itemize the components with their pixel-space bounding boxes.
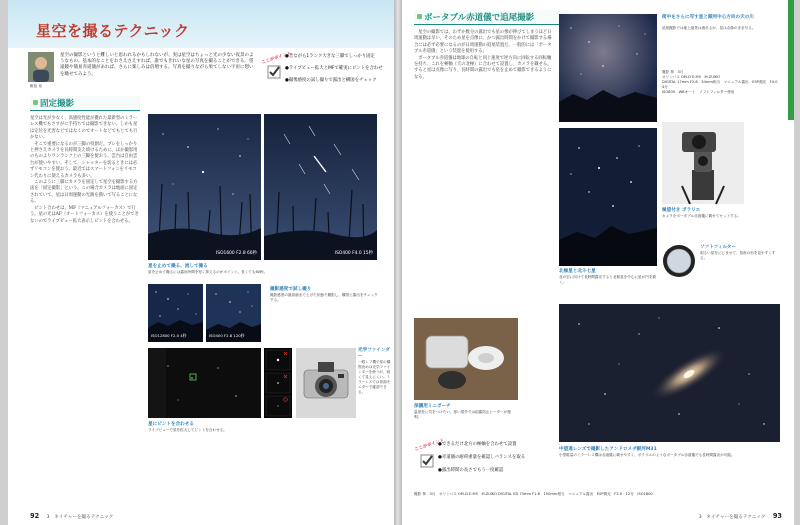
finder-title: 光学ファインダー: [358, 348, 390, 359]
north-caption-text: 北の空に向けて長時間露光すると北極星を中心に星が円を描く。: [559, 275, 657, 284]
north-caption-title: 北極星と北斗七星: [559, 269, 596, 274]
pouch-caption-title: 保護用ミニポーチ: [414, 404, 451, 409]
photo-galaxy-center: [559, 14, 657, 122]
footer-left: [30, 512, 113, 520]
footer-right: [699, 512, 782, 520]
photo-pouch: [414, 318, 518, 400]
author-name: 飯島 裕: [30, 84, 42, 88]
photo-iso12800: [148, 284, 203, 342]
checkpoint-right-item-3: ●露出時間の長さでもう一度確認: [438, 468, 504, 473]
body-text-left: 星空は光が少なく、高感度性能が優れた最新型のミラーレス機でもさすがに手持ちでは撮影できない。しかも星は定位を光害などではなくのでオートなどでもとても行かない。 そこで重要になるのが三脚の役割だ。ブレをしっかりと押さえカメラを長時間支え続けるために、ほか撮影用のものよりワンランク上の三脚を使おう。雲台は自由雲台が使いやすい。そして、シャッターを切るときには必ずリモコンを使おう。最近ではスマートフォンをリモコン代わりに使えるカメラも多い。 このように三脚にカメラを固定して星空を撮影する方法を「固定撮影」という。この場合カメラは地面に固定されていて、星は日周運動の光跡を描いて写ることになる。 ピント合わせは、MF（マニュアルフォーカス）で行う。星の光はAF（オートフォーカス）を使うことができないのでライブビュー拡大表示しピントを合わせる。: [30, 116, 139, 224]
filter-caption-title: ソフトフィルター: [700, 245, 737, 250]
check-icon-right: [420, 454, 434, 468]
photo-north-star: [559, 128, 657, 266]
caption-2-text: 撮影感度の最高値まで上げた状態で撮影し、構図と露出をチェックする。: [270, 293, 378, 302]
photo-star-trails-trees: [148, 114, 261, 260]
galaxy-caption-title: 中望遠レンズで撮影したアンドロメダ銀河M31: [559, 447, 657, 452]
section-heading-fixed: 固定撮影: [30, 96, 140, 109]
heading-rule: [30, 110, 140, 111]
checkpoint-box: [261, 53, 385, 91]
photo-focus-zoom-strip: [264, 348, 292, 418]
checkpoint-item-1: ●昔ながら1ランク大きな三脚でしっかり固定: [285, 54, 375, 59]
photo-3-exposure: ISO12800 F2.0 4秒: [151, 333, 187, 338]
photo-camera: [296, 348, 356, 418]
heading-marker-icon: [33, 100, 38, 105]
equipment-caption-title: 極望付き ポラリエ: [662, 208, 701, 213]
caption-1-text: 星を止めて撮るには露出時間を短く抑えるのがポイント。長くても60秒。: [148, 270, 268, 274]
galaxy-caption-exposure: 撮影 柿 3月 オリンパス OM-D E-M5 M.ZUIKO DIGITAL ED 75mm F1.8 150mm相当 マニュアル露出 ESP測光 F2.0 12分 ISO1600: [414, 492, 653, 496]
photo-4-exposure: ISO400 F2.8 120秒: [209, 333, 245, 338]
caption-3-title: 星にピントを合わせる: [148, 422, 194, 427]
checkpoint-right-item-2: ●赤道儀の耐荷重量を確認しバランスを取る: [438, 455, 526, 460]
lower-body-text: [264, 424, 356, 504]
top-caption-exposure: 撮影 柿 3月 オリンパス OM-D E-M5 M.ZUIKO DIGITAL 17mm F2.8 34mm相当 マニュアル露出 ESP測光 F4.0 4分 ISO800 WBオート ソフトフィルター使用: [662, 70, 778, 94]
edge-tab: [788, 0, 794, 120]
top-caption-title: 街中をさらに写す星と銀河中心方向の天の川: [662, 15, 754, 20]
heading-rule-right: [414, 24, 569, 25]
photo-1-exposure: ISO1600 F2.8 60秒: [216, 251, 257, 256]
gutter: [394, 0, 402, 525]
caption-3-text: ライブビューで星を拡大してピントを合わせる。: [148, 428, 227, 432]
finder-sidebar: [358, 348, 392, 443]
author-photo: [28, 52, 54, 82]
footer-section-right: 3 ネイチャーを撮るテクニック: [698, 515, 766, 520]
equipment-caption-text: カメラをポータブル赤道儀に載せてセットする。: [662, 214, 741, 218]
photo-andromeda: [559, 304, 780, 442]
finder-text: 一眼レフ機で星の構図決めは光学ファインダーを使うが、暗くて見えにくい。ミラーレスでは背面モニターで確認できる。: [358, 360, 391, 394]
section-heading-tracking: ポータブル赤道儀で追尾撮影: [414, 10, 569, 23]
checkpoint-item-3: ●撮像感度の試し撮りで露出と構図をチェック: [285, 78, 377, 83]
photo-focus-check: [148, 348, 261, 418]
check-icon: [267, 65, 281, 79]
page-number-left: 92: [30, 512, 40, 520]
lead-text: 星空の撮影というと難しいと思われるかもしれないが、実は星空はちょっと光の少ない夜景のようなもの。基本的なことをおさえさえすれば、誰でもきれいな星の写真を撮ることができる。望遠鏡や簡易赤道儀があれば、さらに楽しみは倍増する。写真を撮りながら果てしない宇宙に想いを馳せてみよう。: [60, 53, 254, 77]
pouch-caption-text: 温度差に気をつけたい。寒い屋外では結露防止ヒーターが便利。: [414, 410, 511, 419]
right-page: [402, 0, 794, 525]
top-caption-text: 追尾撮影では地上風景は流れるが、星は点像のまま写る。: [662, 26, 756, 30]
caption-1-title: 星を止めて撮る、流して撮る: [148, 264, 208, 269]
photo-equipment: [662, 122, 744, 204]
footer-section-left: 3 ネイチャーを撮るテクニック: [46, 515, 114, 520]
filter-caption-text: 明るい星をにじませて、星座の形を見やすくする。: [700, 251, 776, 260]
galaxy-caption-text: 小型軽量のミラーレス機は赤道儀に載せやすく、ポラリエのようなポータブル赤道儀でも長時間露出が可能。: [559, 453, 735, 457]
photo-iso400: [206, 284, 261, 342]
photo-star-trails-streaks: [264, 114, 377, 260]
page-title: 星空を撮るテクニック: [36, 22, 190, 40]
checkpoint-label: ここがポイント: [261, 51, 292, 66]
left-page: [8, 0, 394, 525]
checkpoint-right-item-1: ●できるだけ北方の極軸を合わせて設置: [438, 442, 517, 447]
page-number-right: 93: [772, 512, 782, 520]
photo-soft-filter: [662, 244, 696, 278]
checkpoint-label-right: ここがポイント: [414, 438, 445, 453]
body-text-right: 星空の撮影では、わずか数分の露出でも星の像が伸びてしまうほど日周運動は早い。そのため星を点像に、かつ露出時間をかけて撮影する場合には必ず必要になるのが日周運動の追尾装置だ。一般的には「ポータブル赤道儀」という装置を使用する。 ポータブル赤道儀は地球の自転と同じ速度で逆方向に回転する回転軸を持ち、これを極軸（天の北極）に合わせて設置し、カメラを載せる。すると星は点像に写り、長時間の露出でも星を止めて撮影できるようになる。: [414, 30, 552, 80]
checkpoint-item-2: ●ライブビュー拡大とMFで確実にピントを合わせ: [285, 66, 383, 71]
heading-marker-icon-right: [417, 14, 422, 19]
checkpoint-box-right: [414, 440, 554, 490]
photo-2-exposure: ISO400 F4.0 15秒: [334, 251, 373, 256]
caption-2-title: 撮影感度で試し撮り: [270, 287, 312, 292]
